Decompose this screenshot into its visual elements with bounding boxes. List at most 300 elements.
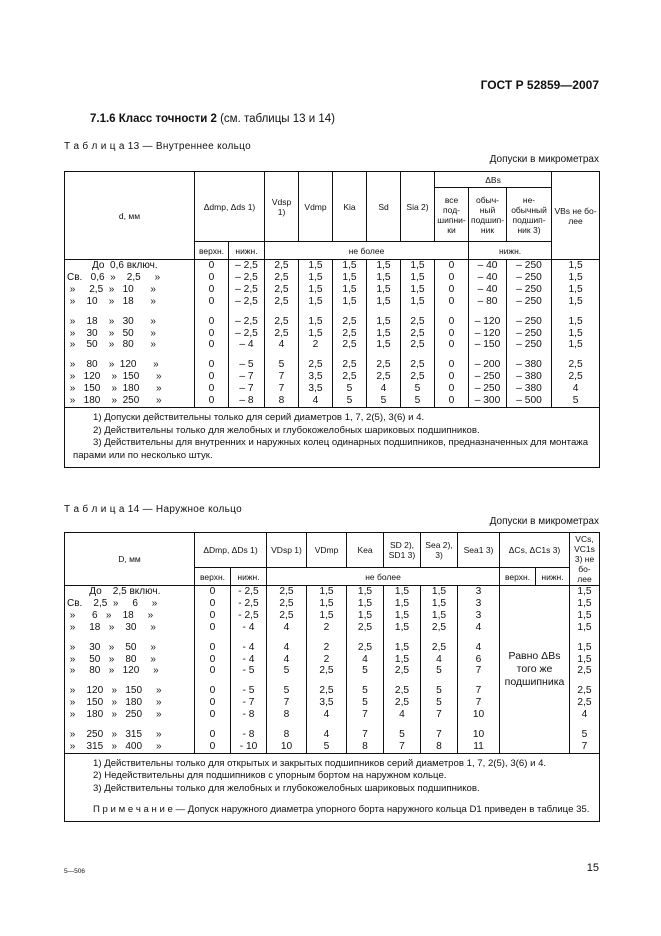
table13-cell: » 80 » 120 »: [65, 359, 195, 371]
footer-code: 5—506: [64, 868, 85, 875]
section-ref: (см. таблицы 13 и 14): [216, 113, 335, 125]
table14-cell: 10: [458, 709, 500, 721]
table13-cell: – 2,5: [229, 284, 265, 296]
table13-cell: – 7: [229, 371, 265, 383]
table13-header-ordinary: обыч-ный подшип-ник: [469, 188, 507, 242]
table14-header-vdmp: VDmp: [307, 533, 347, 568]
table14-cell: 1,5: [347, 610, 384, 622]
table14-cell: » 6 » 18 »: [65, 610, 195, 622]
table14-cell: 0: [195, 598, 231, 610]
table13-footnote: 1) Допуски действительны только для серий диаметров 1, 7, 2(5), 3(6) и 4.: [93, 411, 425, 423]
table13-header-upper: верхн.: [195, 242, 229, 260]
table13-cell: – 380: [507, 383, 552, 395]
table13-cell: 5: [265, 359, 299, 371]
table13-cell: 1,5: [401, 296, 435, 308]
section-title: 7.1.6 Класс точности 2: [90, 113, 217, 125]
table13-row: [65, 359, 600, 371]
table14-cell: 1,5: [307, 598, 347, 610]
table14-cell: 0: [195, 729, 231, 741]
page-number: 15: [586, 862, 599, 874]
table13-cell: 1,5: [333, 272, 367, 284]
table13-cell: 5: [333, 395, 367, 407]
table14-header-upper2: верхн.: [500, 568, 536, 586]
table13-header-d: d, мм: [65, 172, 195, 260]
table14-note: П р и м е ч а н и е — Допуск наружного диаметра упорного борта наружного кольца D1 приведен в таблице 35.: [93, 803, 590, 815]
table14-cell: » 180 » 250 »: [65, 709, 195, 721]
table14-header-lower: нижн.: [231, 568, 267, 586]
table13-cell: – 2,5: [229, 328, 265, 340]
table13-row: [65, 383, 600, 395]
table14-cell: 7: [384, 741, 421, 753]
table13-cell: 2,5: [265, 316, 299, 328]
table14-cell: 2,5: [570, 665, 600, 677]
table14-cell: 3: [458, 586, 500, 598]
table13-header-sia: Sia 2): [401, 172, 435, 242]
table14-cell: 2,5: [570, 697, 600, 709]
table13-cell: 2,5: [333, 371, 367, 383]
table13-cell: 2,5: [401, 359, 435, 371]
table13-header-kia: Kia: [333, 172, 367, 242]
table14-header-kea: Kea: [347, 533, 384, 568]
table14-cell: 2,5: [267, 598, 307, 610]
table13-cell: 0: [435, 371, 469, 383]
table14-cell: 4: [267, 622, 307, 634]
table13-cell: » 120 » 150 »: [65, 371, 195, 383]
table14-header-upper: верхн.: [195, 568, 231, 586]
table13-header-all: все под-шипни-ки: [435, 188, 469, 242]
table14-cell: 2,5: [384, 685, 421, 697]
table13-cell: – 120: [469, 316, 507, 328]
table14-cell: - 8: [231, 709, 267, 721]
table14-cell: 1,5: [421, 586, 458, 598]
table14-cell: 8: [267, 729, 307, 741]
table14-cell: 1,5: [570, 622, 600, 634]
table13-cell: 1,5: [367, 328, 401, 340]
table14-cell: 1,5: [347, 598, 384, 610]
table14-cell: 1,5: [421, 610, 458, 622]
table13-cell: Св. 0,6 » 2,5 »: [65, 272, 195, 284]
table13-cell: 2,5: [401, 316, 435, 328]
table14-cell: 1,5: [421, 598, 458, 610]
table14-cell: 3: [458, 610, 500, 622]
table14-cell: 4: [421, 654, 458, 666]
table13-row: [65, 316, 600, 328]
table14-cell: 0: [195, 610, 231, 622]
table14: [64, 532, 600, 822]
table14-caption: Т а б л и ц а 14 — Наружное кольцо: [64, 504, 242, 515]
table13-cell: 1,5: [552, 272, 600, 284]
table14-header-D: D, мм: [65, 533, 195, 586]
table14-cell: 0: [195, 642, 231, 654]
table13-cell: 1,5: [401, 260, 435, 272]
table14-cell: » 315 » 400 »: [65, 741, 195, 753]
table14-cell: - 5: [231, 665, 267, 677]
table13-cell: 1,5: [552, 316, 600, 328]
table14-cell: - 4: [231, 622, 267, 634]
table14-cell: 7: [458, 685, 500, 697]
table14-footnote: 2) Недействительны для подшипников с упорным бортом на наружном кольце.: [93, 770, 447, 782]
table13-cell: » 10 » 18 »: [65, 296, 195, 308]
table13-cell: 0: [195, 371, 229, 383]
table14-cell: 5: [347, 697, 384, 709]
table14-cell: » 30 » 50 »: [65, 642, 195, 654]
document-code: ГОСТ Р 52859—2007: [480, 78, 599, 92]
table14-row: [65, 586, 600, 598]
table13-row: [65, 260, 600, 272]
table14-cell: - 10: [231, 741, 267, 753]
table13-cell: 1,5: [367, 272, 401, 284]
table13-cell: 2,5: [401, 371, 435, 383]
table14-cell: 1,5: [307, 610, 347, 622]
table13-row: [65, 296, 600, 308]
table14-cell: - 2,5: [231, 586, 267, 598]
table13-cell: 7: [265, 371, 299, 383]
table13-cell: » 30 » 50 »: [65, 328, 195, 340]
table13-cell: 0: [435, 359, 469, 371]
table14-cell: 4: [267, 642, 307, 654]
table14-cell: 7: [458, 697, 500, 709]
table14-cell: 7: [458, 665, 500, 677]
table13-cell: 1,5: [552, 260, 600, 272]
table14-cell: - 5: [231, 685, 267, 697]
table13-cell: 0: [195, 296, 229, 308]
table13-header-vdmp: Vdmp: [299, 172, 333, 242]
table14-cell: 1,5: [570, 598, 600, 610]
table14-cell: 0: [195, 665, 231, 677]
table13-cell: 2,5: [367, 371, 401, 383]
table13-header-nonordinary: не-обычный подшип-ник 3): [507, 188, 552, 242]
table13-cell: 2,5: [333, 339, 367, 351]
table14-cell: 6: [458, 654, 500, 666]
table14-cell: 1,5: [384, 610, 421, 622]
table13-cell: – 4: [229, 339, 265, 351]
table14-cell: 4: [307, 729, 347, 741]
table13-cell: 0: [435, 272, 469, 284]
table14-cell: 2,5: [307, 685, 347, 697]
table13-cell: – 2,5: [229, 316, 265, 328]
table14-cell: 5: [421, 685, 458, 697]
table14-cell: 7: [421, 709, 458, 721]
table14-cell: 5: [307, 741, 347, 753]
table14-cell: 10: [267, 741, 307, 753]
table13-cell: 0: [435, 296, 469, 308]
table13-cell: 1,5: [401, 284, 435, 296]
table14-footnote: 1) Действительны только для открытых и закрытых подшипников серий диаметров 1, 7, 2(5), 3(6) и 4.: [93, 757, 547, 769]
table13-cell: 2,5: [265, 284, 299, 296]
table14-cell: 1,5: [570, 654, 600, 666]
table13-body: [65, 260, 600, 408]
table14-cell: 4: [458, 642, 500, 654]
table14-body: [65, 586, 600, 754]
table13-cell: 7: [265, 383, 299, 395]
table14-cell: 11: [458, 741, 500, 753]
table13-row: [65, 371, 600, 383]
table13-cell: – 250: [507, 272, 552, 284]
table14-cell: 5: [347, 685, 384, 697]
table14-cell: 7: [267, 697, 307, 709]
table13-cell: 1,5: [367, 260, 401, 272]
table13-cell: – 250: [507, 328, 552, 340]
table14-header-lower2: нижн.: [536, 568, 570, 586]
table14-cell: - 2,5: [231, 598, 267, 610]
table14-cell: 1,5: [347, 586, 384, 598]
table13-cell: 0: [195, 284, 229, 296]
table13-row: [65, 339, 600, 351]
table13-cell: 1,5: [367, 284, 401, 296]
table13-cell: – 500: [507, 395, 552, 407]
table13-header-lower2: нижн.: [469, 242, 552, 260]
table13-header-dmp: Δdmp, Δds 1): [195, 172, 265, 242]
table14-cell: 8: [267, 709, 307, 721]
table13-cell: 0: [435, 328, 469, 340]
table13-cell: 8: [265, 395, 299, 407]
table13-cell: – 250: [507, 284, 552, 296]
table13-cell: – 250: [469, 383, 507, 395]
table13-cell: – 200: [469, 359, 507, 371]
table13-footnote: 2) Действительны только для желобных и глубокожелобных шариковых подшипников.: [93, 424, 480, 436]
table13-caption: Т а б л и ц а 13 — Внутреннее кольцо: [64, 141, 251, 152]
table13-cell: – 5: [229, 359, 265, 371]
table14-cell: 5: [267, 685, 307, 697]
table14-cell: 2,5: [421, 622, 458, 634]
table14-cell: 3,5: [307, 697, 347, 709]
table14-cell: 2,5: [384, 665, 421, 677]
table13-cell: 0: [435, 284, 469, 296]
table14-header-sea1: Sea1 3): [458, 533, 500, 568]
table14-cell: 2: [307, 642, 347, 654]
table14-cell: 2,5: [384, 697, 421, 709]
table14-cell: 5: [267, 665, 307, 677]
table13-cell: 2,5: [265, 296, 299, 308]
table14-header-not-more: не более: [267, 568, 500, 586]
table14-cell: - 4: [231, 654, 267, 666]
table14-cell: 4: [267, 654, 307, 666]
table13-cell: – 2,5: [229, 272, 265, 284]
table13-cell: 1,5: [299, 296, 333, 308]
table13-cell: 5: [401, 395, 435, 407]
table13-cell: 1,5: [552, 339, 600, 351]
table13-cell: – 7: [229, 383, 265, 395]
table14-cell: 2,5: [267, 586, 307, 598]
table14-cell: » 80 » 120 »: [65, 665, 195, 677]
table13-cell: – 380: [507, 371, 552, 383]
table13-cell: – 40: [469, 272, 507, 284]
table13-cell: 2,5: [265, 260, 299, 272]
table14-tolerance-note: Допуски в микрометрах: [489, 516, 599, 527]
table14-cell: » 50 » 80 »: [65, 654, 195, 666]
table14-cell: 2,5: [347, 642, 384, 654]
table13-cell: – 380: [507, 359, 552, 371]
table14-cell: 5: [421, 665, 458, 677]
table14-cell: 4: [347, 654, 384, 666]
table13-cell: 0: [195, 395, 229, 407]
table14-header-vcs: VCs, VC1s 3) не бо-лее: [570, 533, 600, 586]
table13-cell: 1,5: [299, 328, 333, 340]
table13-cell: 2,5: [367, 359, 401, 371]
table13-cell: 2,5: [401, 339, 435, 351]
table13-cell: – 300: [469, 395, 507, 407]
table13-cell: 0: [195, 316, 229, 328]
table14-cell: 8: [421, 741, 458, 753]
table13-cell: 0: [435, 383, 469, 395]
table14-cell: 8: [347, 741, 384, 753]
table13-cell: 1,5: [552, 284, 600, 296]
table14-cell: До 2,5 включ.: [65, 586, 195, 598]
table14-cell: 0: [195, 622, 231, 634]
table13-cell: 3,5: [299, 371, 333, 383]
section-heading: [90, 113, 335, 125]
table13-cell: 5: [367, 395, 401, 407]
table13-cell: 2,5: [552, 371, 600, 383]
table13-cell: 0: [195, 383, 229, 395]
table14-cell: 0: [195, 741, 231, 753]
table14-cell: 0: [195, 709, 231, 721]
table13-cell: – 250: [507, 339, 552, 351]
table13-cell: – 250: [469, 371, 507, 383]
table14-cell: 1,5: [307, 586, 347, 598]
table13-cell: 2,5: [401, 328, 435, 340]
table14-cell: 1,5: [384, 586, 421, 598]
table13-cell: » 180 » 250 »: [65, 395, 195, 407]
table14-cell: 7: [421, 729, 458, 741]
table13-cell: 0: [195, 328, 229, 340]
table13-footnotes: [65, 407, 600, 467]
table14-cell: 1,5: [384, 654, 421, 666]
table13-cell: » 18 » 30 »: [65, 316, 195, 328]
table13-cell: 1,5: [299, 260, 333, 272]
table14-cell: 5: [570, 729, 600, 741]
table13-cell: 1,5: [401, 272, 435, 284]
table13-cell: » 2,5 » 10 »: [65, 284, 195, 296]
table14-cell: 1,5: [570, 642, 600, 654]
table14-cell: Св. 2,5 » 6 »: [65, 598, 195, 610]
table14-header-vdsp: VDsp 1): [267, 533, 307, 568]
table14-cell: 0: [195, 685, 231, 697]
table13-cell: 0: [435, 395, 469, 407]
table13-cell: До 0,6 включ.: [65, 260, 195, 272]
table13: [64, 171, 600, 468]
table14-cell: 3: [458, 598, 500, 610]
table14-cell: 5: [421, 697, 458, 709]
table13-cell: 0: [195, 260, 229, 272]
table13-header-vbs: VBs не бо-лее: [552, 172, 600, 260]
table13-header-dbs: ΔBs: [435, 172, 552, 188]
table14-cell: 2: [307, 654, 347, 666]
table14-cell: 0: [195, 586, 231, 598]
table14-cell: 2: [307, 622, 347, 634]
table13-cell: 0: [435, 339, 469, 351]
table13-cell: 1,5: [552, 296, 600, 308]
table13-footnote: 3) Действительны для внутренних и наружных колец одинарных подшипников, предназначенных для монтажа парами или по несколько штук.: [73, 437, 589, 461]
table14-cell: » 120 » 150 »: [65, 685, 195, 697]
table14-cell: 5: [347, 665, 384, 677]
table14-cell: 0: [195, 654, 231, 666]
table14-cell: 4: [570, 709, 600, 721]
table13-cell: 3,5: [299, 383, 333, 395]
table13-cell: » 50 » 80 »: [65, 339, 195, 351]
table13-cell: 5: [401, 383, 435, 395]
table13-cell: – 80: [469, 296, 507, 308]
table13-cell: 1,5: [299, 272, 333, 284]
table13-cell: 1,5: [333, 284, 367, 296]
table13-cell: 1,5: [299, 316, 333, 328]
table13-row: [65, 395, 600, 407]
table13-header-vdsp: Vdsp 1): [265, 172, 299, 242]
table14-cell: - 4: [231, 642, 267, 654]
table14-header-dcs: ΔCs, ΔC1s 3): [500, 533, 570, 568]
table14-cell: 5: [384, 729, 421, 741]
table14-cell: » 250 » 315 »: [65, 729, 195, 741]
table14-cell: 4: [384, 709, 421, 721]
table14-cell: 7: [347, 709, 384, 721]
table13-cell: 1,5: [333, 260, 367, 272]
table14-cell: - 7: [231, 697, 267, 709]
table14-cell: 2,5: [307, 665, 347, 677]
table13-cell: 0: [195, 272, 229, 284]
table14-header-sd: SD 2), SD1 3): [384, 533, 421, 568]
table13-spacer: [65, 308, 600, 316]
table13-cell: 4: [265, 339, 299, 351]
table13-cell: 0: [435, 316, 469, 328]
table14-footnotes: [65, 753, 600, 821]
table14-footnote: 3) Действительны только для желобных и глубокожелобных шариковых подшипников.: [93, 783, 480, 795]
table13-cell: – 120: [469, 328, 507, 340]
table13-header-not-more: не более: [265, 242, 469, 260]
table13-cell: 1,5: [367, 296, 401, 308]
table13-cell: 2,5: [552, 359, 600, 371]
table13-cell: 1,5: [299, 284, 333, 296]
table13-row: [65, 272, 600, 284]
table13-cell: 1,5: [552, 328, 600, 340]
table14-cell: - 8: [231, 729, 267, 741]
table14-cell: 1,5: [384, 622, 421, 634]
table13-cell: » 150 » 180 »: [65, 383, 195, 395]
table13-cell: – 8: [229, 395, 265, 407]
table13-cell: 0: [195, 359, 229, 371]
table13-cell: – 2,5: [229, 296, 265, 308]
table14-cell: 2,5: [421, 642, 458, 654]
table13-cell: 2,5: [265, 272, 299, 284]
table13-cell: 4: [299, 395, 333, 407]
table13-cell: – 2,5: [229, 260, 265, 272]
table13-header-sd: Sd: [367, 172, 401, 242]
table14-cell: 1,5: [570, 586, 600, 598]
table13-cell: – 40: [469, 284, 507, 296]
table13-cell: 5: [333, 383, 367, 395]
table13-cell: – 250: [507, 316, 552, 328]
table13-row: [65, 328, 600, 340]
table14-equal-note: Равно ΔBs того же подшипника: [500, 586, 570, 754]
table14-cell: » 150 » 180 »: [65, 697, 195, 709]
table14-cell: » 18 » 30 »: [65, 622, 195, 634]
table13-cell: 2,5: [299, 359, 333, 371]
table13-cell: – 40: [469, 260, 507, 272]
table13-tolerance-note: Допуски в микрометрах: [489, 154, 599, 165]
table13-cell: 2,5: [333, 359, 367, 371]
table14-cell: 4: [458, 622, 500, 634]
table13-cell: 2,5: [265, 328, 299, 340]
table14-cell: 2,5: [347, 622, 384, 634]
table13-cell: 2,5: [333, 316, 367, 328]
table13-cell: 1,5: [367, 339, 401, 351]
table13-row: [65, 284, 600, 296]
table14-cell: 10: [458, 729, 500, 741]
table13-cell: – 250: [507, 260, 552, 272]
table13-cell: 5: [552, 395, 600, 407]
table13-cell: 0: [435, 260, 469, 272]
table14-cell: - 2,5: [231, 610, 267, 622]
table13-header-lower: нижн.: [229, 242, 265, 260]
